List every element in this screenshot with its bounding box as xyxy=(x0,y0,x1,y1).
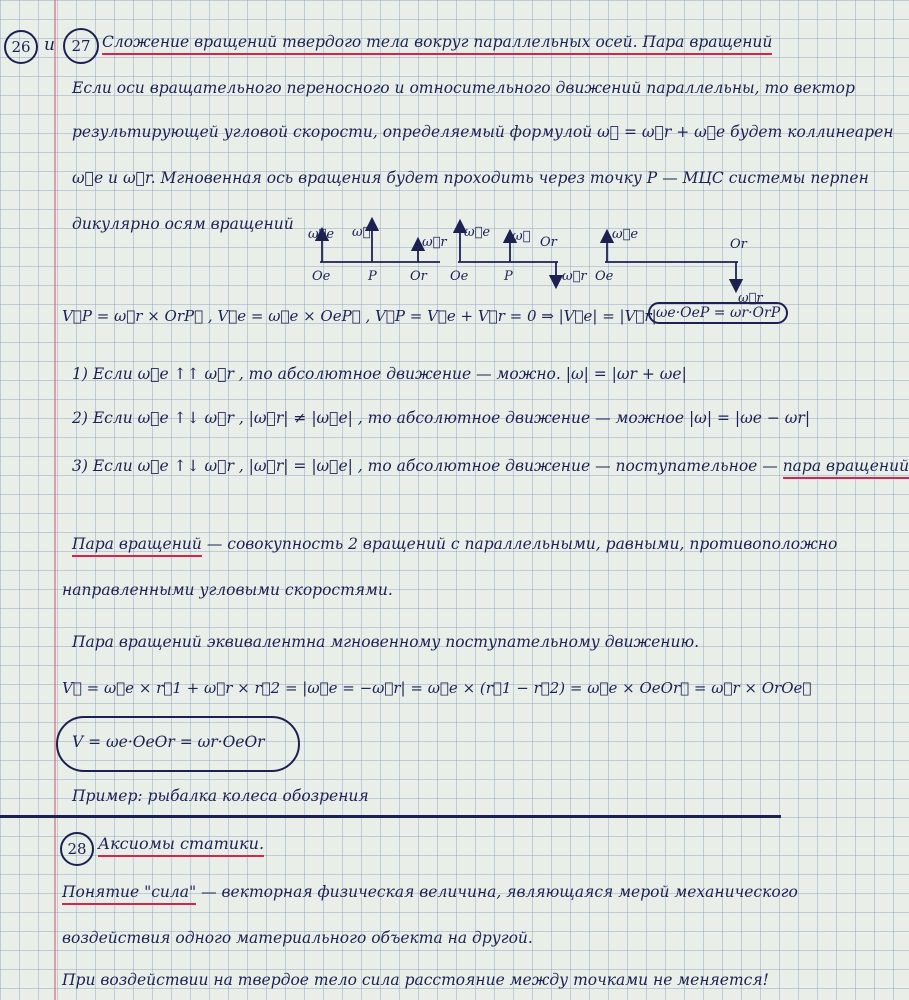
label-wr-2: ω⃗r xyxy=(562,269,587,284)
definition-line-1: Пара вращений — совокупность 2 вращений с параллельными, равными, противоположно xyxy=(72,534,837,554)
section-divider xyxy=(0,815,781,818)
notebook-margin-line xyxy=(54,0,56,1000)
case-3-emphasis: пара вращений xyxy=(783,457,909,479)
label-we-2: ω⃗e xyxy=(464,225,491,240)
paragraph-line-4: дикулярно осям вращений xyxy=(72,215,294,233)
label-oe-3: Oe xyxy=(595,269,614,284)
example-line: Пример: рыбалка колеса обозрения xyxy=(72,787,369,805)
label-w-2: ω⃗ xyxy=(512,229,531,244)
force-term: Понятие "сила" xyxy=(62,883,196,905)
paragraph-line-3: ω⃗e и ω⃗r. Мгновенная ось вращения будет проходить через точку P — МЦС системы перпен xyxy=(72,169,869,187)
force-definition-line-1: Понятие "сила" — векторная физическая величина, являющаяся мерой механического xyxy=(62,882,798,902)
definition-line-2: направленными угловыми скоростями. xyxy=(62,581,393,599)
label-or-2a: Or xyxy=(540,235,557,250)
velocity-formula: V⃗P = ω⃗r × OrP⃗ , V⃗e = ω⃗e × OeP⃗ , V⃗P = V⃗e + V⃗r = 0 ⇒ |V⃗e| = |V⃗r| xyxy=(62,307,657,325)
label-oe-2: Oe xyxy=(450,269,469,284)
connector-text: и xyxy=(44,35,55,55)
question-number-28: 28 xyxy=(60,832,94,866)
label-w-1: ω⃗ xyxy=(352,225,371,240)
paragraph-line-1: Если оси вращательного переносного и относительного движений параллельны, то вектор xyxy=(72,79,855,97)
velocity-result: V = ωe·OeOr = ωr·OeOr xyxy=(72,733,265,751)
case-1: 1) Если ω⃗e ↑↑ ω⃗r , то абсолютное движение — можно. |ω| = |ωr + ωe| xyxy=(72,365,687,383)
section-title: Сложение вращений твердого тела вокруг параллельных осей. Пара вращений xyxy=(102,32,772,52)
definition-term: Пара вращений xyxy=(72,535,202,557)
case-3: 3) Если ω⃗e ↑↓ ω⃗r , |ω⃗r| = |ω⃗e| , то абсолютное движение — поступательное — пара вращений xyxy=(72,456,909,476)
case-2: 2) Если ω⃗e ↑↓ ω⃗r , |ω⃗r| ≠ |ω⃗e| , то абсолютное движение — можное |ω| = |ωe − ωr| xyxy=(72,409,811,427)
label-wr-1: ω⃗r xyxy=(422,235,447,250)
label-or-3a: Or xyxy=(730,237,747,252)
label-we-1: ω⃗e xyxy=(308,227,335,242)
rotation-axes-diagram xyxy=(290,222,763,307)
velocity-formula-boxed: ωe·OeP = ωr·OrP xyxy=(648,303,788,323)
label-wr-3: ω⃗r xyxy=(738,291,763,306)
paragraph-line-2: результирующей угловой скорости, определяемый формулой ω⃗ = ω⃗r + ω⃗e будет коллинеарен xyxy=(72,123,894,141)
label-p-2: P xyxy=(504,269,513,284)
label-oe-1: Oe xyxy=(312,269,331,284)
label-we-3: ω⃗e xyxy=(612,227,639,242)
section2-title: Аксиомы статики. xyxy=(98,834,264,854)
force-definition-line-2: воздействия одного материального объекта на другой. xyxy=(62,929,533,947)
velocity-derivation: V⃗ = ω⃗e × r⃗1 + ω⃗r × r⃗2 = |ω⃗e = −ω⃗r| = ω⃗e × (r⃗1 − r⃗2) = ω⃗e × OeOr⃗ = ω⃗r × OrOe⃗ xyxy=(62,679,812,697)
equivalence-statement: Пара вращений эквивалентна мгновенному поступательному движению. xyxy=(72,633,700,651)
force-note: При воздействии на твердое тело сила расстояние между точками не меняется! xyxy=(62,971,769,989)
question-number-26: 26 xyxy=(4,30,38,64)
label-p-1: P xyxy=(368,269,377,284)
label-or-1: Or xyxy=(410,269,427,284)
question-number-27: 27 xyxy=(63,28,99,64)
